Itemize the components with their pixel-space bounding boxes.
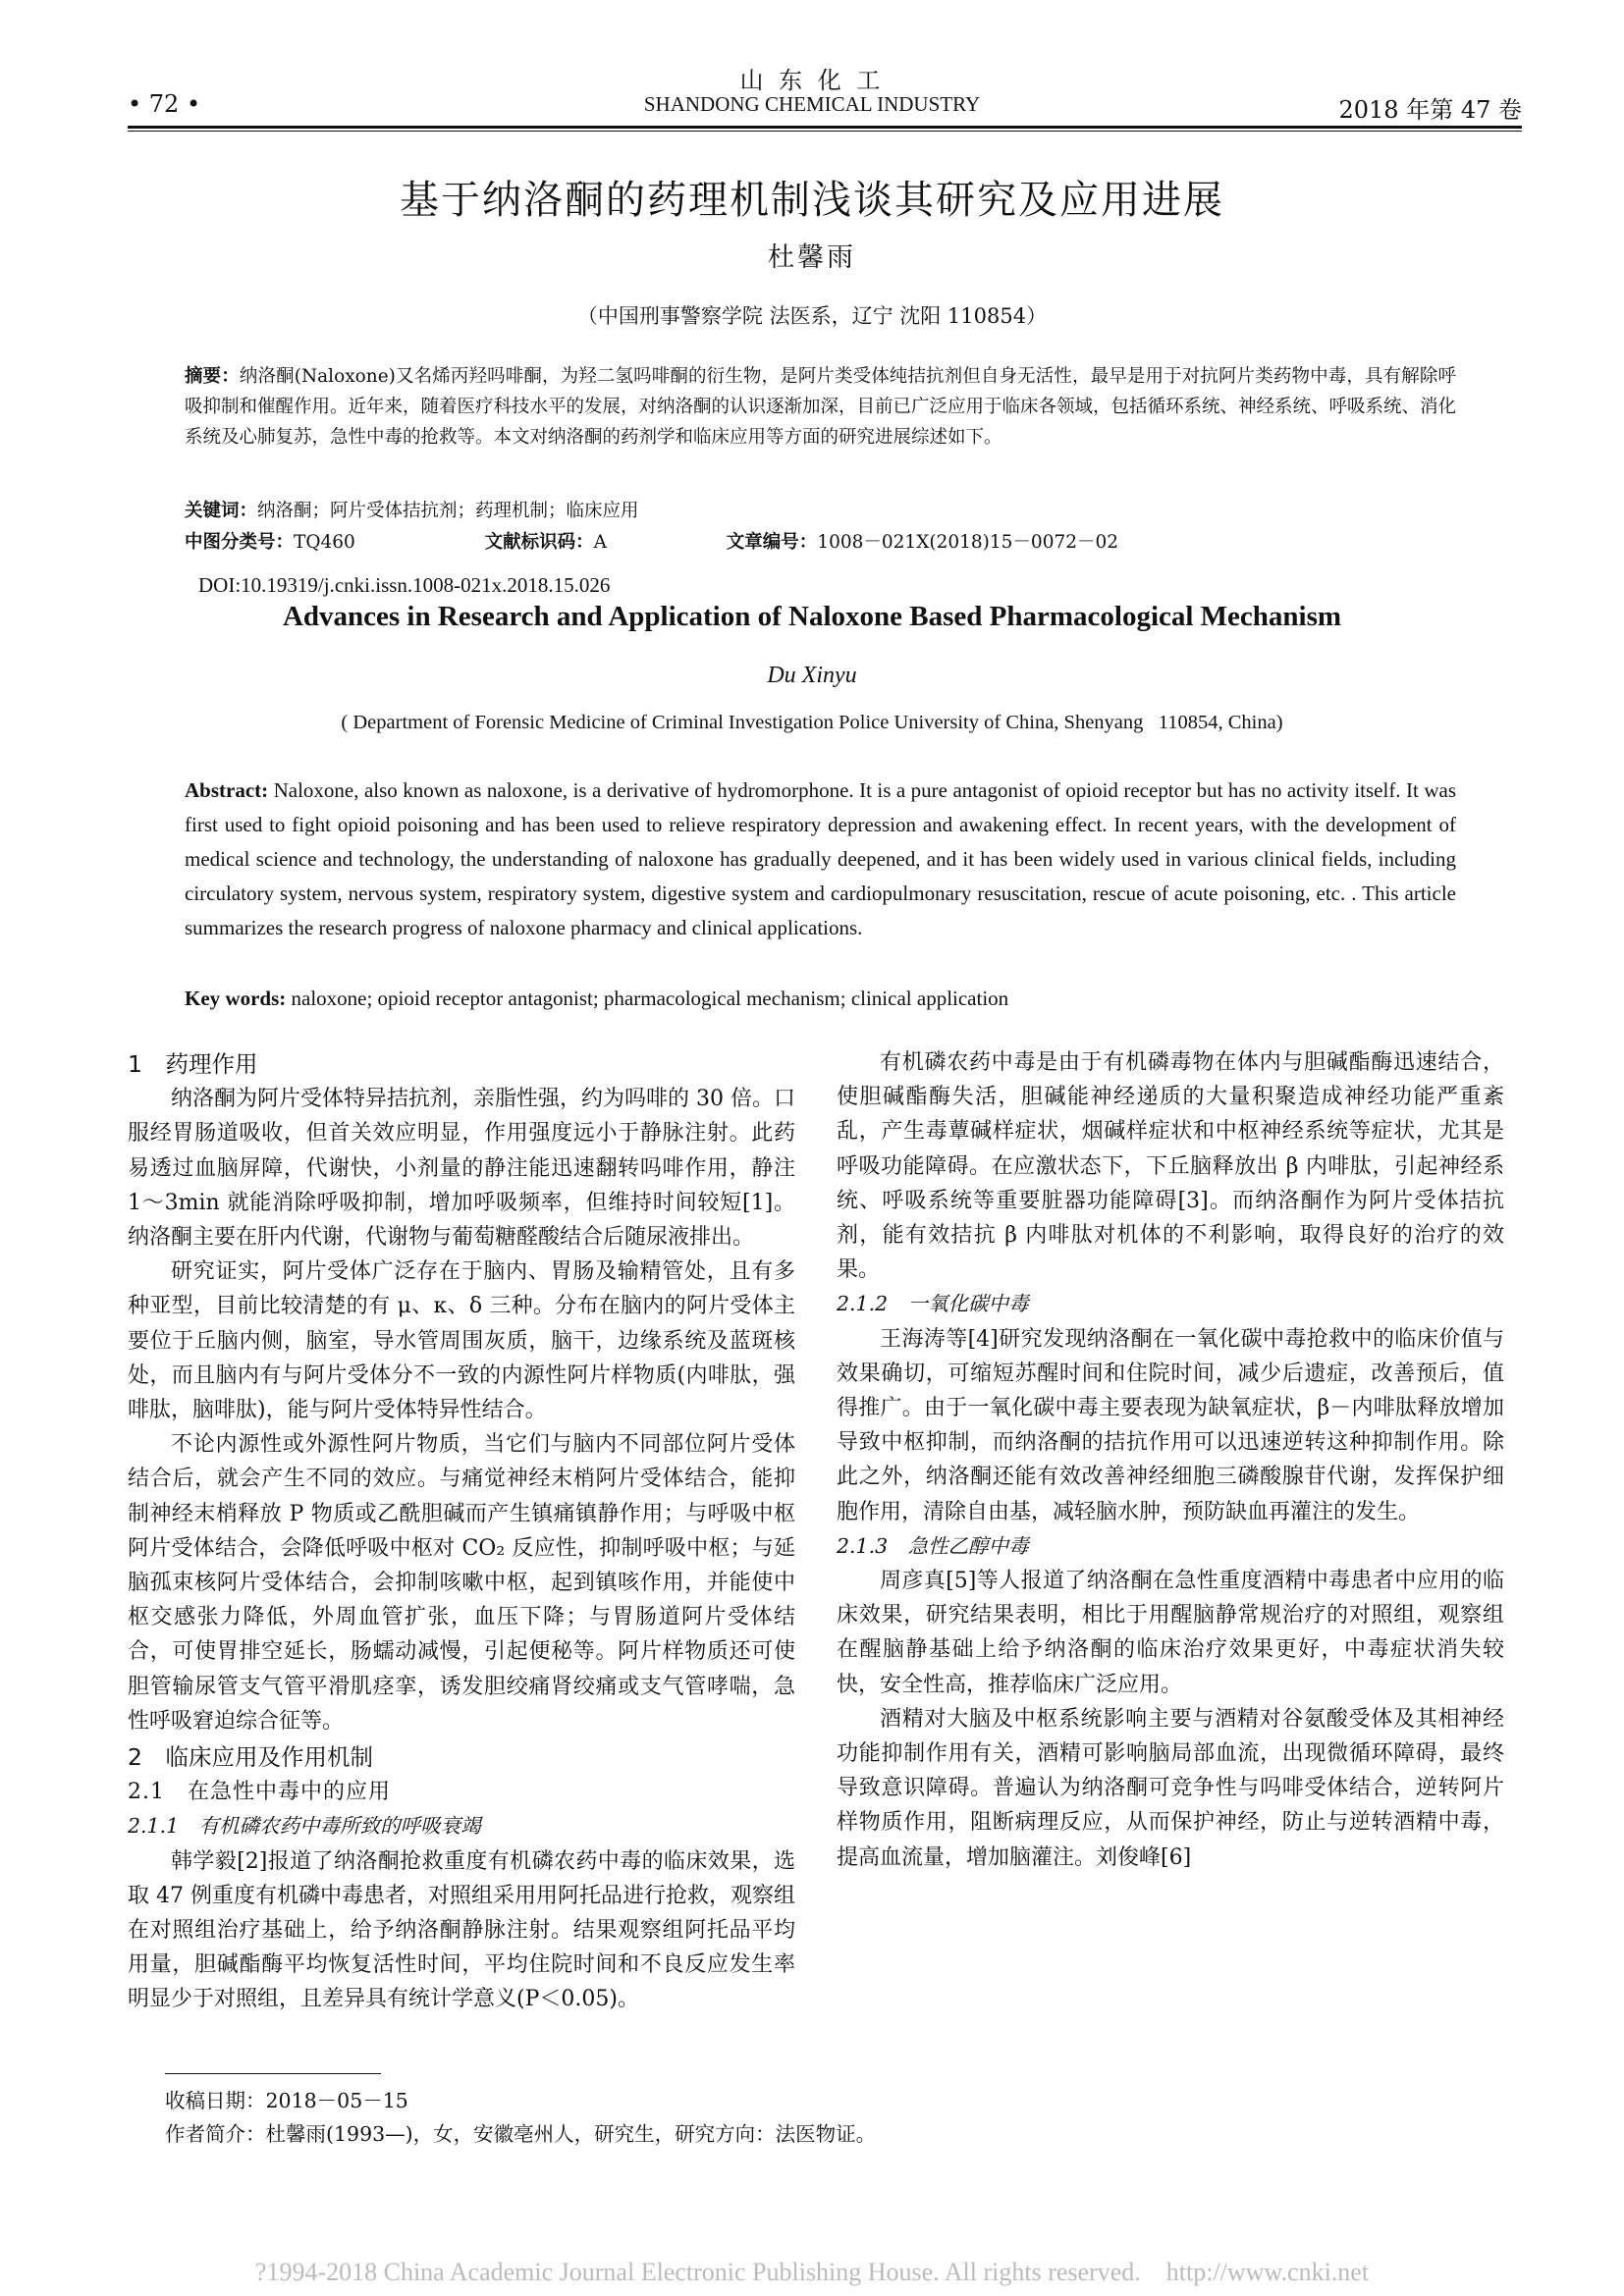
header-rule — [128, 126, 1522, 129]
section-2-1-heading: 2.1 在急性中毒中的应用 — [128, 1780, 391, 1805]
section-2-1-1-paragraph-1: 韩学毅[2]报道了纳洛酮抢救重度有机磷农药中毒的临床效果，选取 47 例重度有机磷中毒患者，对照组采用用阿托品进行抢救，观察组在对照组治疗基础上，给予纳洛酮静脉注射。结果观察组阿托品平均用量，胆碱酯酶平均恢复活性时间，平均住院时间和不良反应发生率明显少于对照组，且差异具有统计学意义(P＜0.05)。 — [128, 1848, 795, 2012]
header-rule-thin — [128, 131, 1522, 132]
abstract-cn — [185, 361, 1456, 453]
keywords-en-text: naloxone; opioid receptor antagonist; pharmacological mechanism; clinical application — [286, 987, 1009, 1010]
doi: DOI:10.19319/j.cnki.issn.1008-021x.2018.15.026 — [198, 573, 611, 597]
abstract-cn-text: 纳洛酮(Naloxone)又名烯丙羟吗啡酮，为羟二氢吗啡酮的衍生物，是阿片类受体纯拮抗剂但自身无活性，最早是用于对抗阿片类药物中毒，具有解除呼吸抑制和催醒作用。近年来，随着医疗科技水平的发展，对纳洛酮的认识逐渐加深，目前已广泛应用于临床各领域，包括循环系统、神经系统、呼吸系统、消化系统及心肺复苏，急性中毒的抢救等。本文对纳洛酮的药剂学和临床应用等方面的研究进展综述如下。 — [185, 366, 1457, 448]
section-2-1-2-paragraph-1: 王海涛等[4]研究发现纳洛酮在一氧化碳中毒抢救中的临床价值与效果确切，可缩短苏醒时间和住院时间，减少后遗症，改善预后，值得推广。由于一氧化碳中毒主要表现为缺氧症状，β－内啡肽释放增加导致中枢抑制，而纳洛酮的拮抗作用可以迅速逆转这种抑制作用。除此之外，纳洛酮还能有效改善神经细胞三磷酸腺苷代谢，发挥保护细胞作用，清除自由基，减轻脑水肿，预防缺血再灌注的发生。 — [837, 1326, 1504, 1524]
keywords-en — [185, 982, 1456, 1016]
section-2-1-3-paragraph-1: 周彦真[5]等人报道了纳洛酮在急性重度酒精中毒患者中应用的临床效果，研究结果表明，相比于用醒脑静常规治疗的对照组，观察组在醒脑静基础上给予纳洛酮的临床治疗效果更好，中毒症状消失较快，安全性高，推荐临床广泛应用。 — [837, 1569, 1504, 1697]
abstract-en-text: Naloxone, also known as naloxone, is a derivative of hydromorphone. It is a pure antagonist of opioid receptor but has no activity itself. It was first used to fight opioid poisoning and has been used to relieve respiratory depression and awakening effect. In recent years, with the development of medical science and technology, the understanding of naloxone has gradually deepened, and it has been widely used in various clinical fields, including circulatory system, nervous system, respiratory system, digestive system and cardiopulmonary resuscitation, rescue of acute poisoning, etc. . This article summarizes the research progress of naloxone pharmacy and clinical applications. — [185, 778, 1456, 939]
abstract-en — [185, 774, 1456, 945]
received-date: 收稿日期：2018－05－15 — [165, 2089, 408, 2112]
keywords-cn-text: 纳洛酮；阿片受体拮抗剂；药理机制；临床应用 — [257, 501, 639, 521]
affiliation-en: ( Department of Forensic Medicine of Criminal Investigation Police University of China, Shenyang 110854, China) — [341, 712, 1283, 733]
page-number: • 72 • — [128, 90, 201, 118]
affiliation-cn: （中国刑事警察学院 法医系，辽宁 沈阳 110854） — [576, 304, 1048, 328]
section-1-paragraph-3: 不论内源性或外源性阿片物质，当它们与脑内不同部位阿片受体结合后，就会产生不同的效应。与痛觉神经末梢阿片受体结合，能抑制神经末梢释放 P 物质或乙酰胆碱而产生镇痛镇静作用；与呼吸中枢阿片受体结合，会降低呼吸中枢对 CO₂ 反应性，抑制呼吸中枢；与延脑孤束核阿片受体结合，会抑制咳嗽中枢，起到镇咳作用，并能使中枢交感张力降低，外周血管扩张，血压下降；与胃肠道阿片受体结合，可使胃排空延长，肠蠕动减慢，引起便秘等。阿片样物质还可使胆管输尿管支气管平滑肌痉挛，诱发胆绞痛肾绞痛或支气管哮喘，急性呼吸窘迫综合征等。 — [128, 1432, 795, 1734]
classification-line — [185, 527, 1456, 558]
footnote-rule — [165, 2073, 381, 2074]
abstract-en-label: Abstract: — [185, 778, 269, 802]
title-cn: 基于纳洛酮的药理机制浅谈其研究及应用进展 — [400, 178, 1224, 223]
journal-name-en: SHANDONG CHEMICAL INDUSTRY — [643, 92, 981, 116]
section-2-1-1-heading: 2.1.1 有机磷农药中毒所致的呼吸衰竭 — [128, 1814, 481, 1839]
doc-code-label: 文献标识码： — [484, 532, 594, 553]
section-2-1-2-heading: 2.1.2 一氧化碳中毒 — [837, 1292, 1029, 1316]
copyright-watermark: ?1994-2018 China Academic Journal Electronic Publishing House. All rights reserved. http://www.cnki.net — [254, 2258, 1370, 2286]
article-no-value: 1008－021X(2018)15－0072－02 — [817, 532, 1119, 553]
issue-info: 2018 年第 47 卷 — [1338, 96, 1522, 124]
clc-label: 中图分类号： — [185, 532, 295, 553]
body-right-column — [837, 1045, 1504, 1875]
title-en: Advances in Research and Application of Naloxone Based Pharmacological Mechanism — [282, 601, 1342, 632]
section-2-1-1-paragraph-2: 有机磷农药中毒是由于有机磷毒物在体内与胆碱酯酶迅速结合，使胆碱酯酶失活，胆碱能神经递质的大量积聚造成神经功能严重紊乱，产生毒蕈碱样症状，烟碱样症状和中枢神经系统等症状，尤其是呼吸功能障碍。在应激状态下，下丘脑释放出 β 内啡肽，引起神经系统、呼吸系统等重要脏器功能障碍[3]。而纳洛酮作为阿片受体拮抗剂，能有效拮抗 β 内啡肽对机体的不利影响，取得良好的治疗的效果。 — [837, 1050, 1504, 1283]
journal-name-cn: 山 东 化 工 — [739, 67, 885, 94]
keywords-en-label: Key words: — [185, 987, 287, 1010]
doc-code-value: A — [593, 532, 608, 553]
body-left-column — [128, 1045, 795, 2017]
keywords-cn-label: 关键词： — [185, 501, 258, 521]
keywords-cn — [185, 496, 1456, 526]
section-1-paragraph-2: 研究证实，阿片受体广泛存在于脑内、胃肠及输精管处，且有多种亚型，目前比较清楚的有 μ、κ、δ 三种。分布在脑内的阿片受体主要位于丘脑内侧，脑室，导水管周围灰质，脑干，边缘系统及蓝斑核处，而且脑内有与阿片受体分不一致的内源性阿片样物质(内啡肽，强啡肽，脑啡肽)，能与阿片受体特异性结合。 — [128, 1259, 795, 1423]
abstract-cn-label: 摘要： — [185, 366, 240, 387]
section-2-heading: 2 临床应用及作用机制 — [128, 1743, 373, 1772]
article-no-label: 文章编号： — [726, 532, 818, 553]
author-cn: 杜馨雨 — [768, 242, 856, 273]
author-en: Du Xinyu — [767, 663, 857, 688]
section-1-paragraph-1: 纳洛酮为阿片受体特异拮抗剂，亲脂性强，约为吗啡的 30 倍。口服经胃肠道吸收，但首关效应明显，作用强度远小于静脉注射。此药易透过血脑屏障，代谢快，小剂量的静注能迅速翻转吗啡作用，静注 1～3min 就能消除呼吸抑制，增加呼吸频率，但维持时间较短[1]。纳洛酮主要在肝内代谢，代谢物与葡萄糖醛酸结合后随尿液排出。 — [128, 1087, 795, 1251]
clc-value: TQ460 — [294, 532, 355, 553]
section-2-1-3-paragraph-2: 酒精对大脑及中枢系统影响主要与酒精对谷氨酸受体及其相神经功能抑制作用有关，酒精可影响脑局部血流，出现微循环障碍，最终导致意识障碍。普遍认为纳洛酮可竞争性与吗啡受体结合，逆转阿片样物质作用，阻断病理反应，从而保护神经，防止与逆转酒精中毒，提高血流量，增加脑灌注。刘俊峰[6] — [837, 1706, 1504, 1870]
section-2-1-3-heading: 2.1.3 急性乙醇中毒 — [837, 1533, 1029, 1558]
author-bio: 作者简介：杜馨雨(1993—)，女，安徽亳州人，研究生，研究方向：法医物证。 — [165, 2122, 877, 2146]
section-1-heading: 1 药理作用 — [128, 1050, 258, 1078]
